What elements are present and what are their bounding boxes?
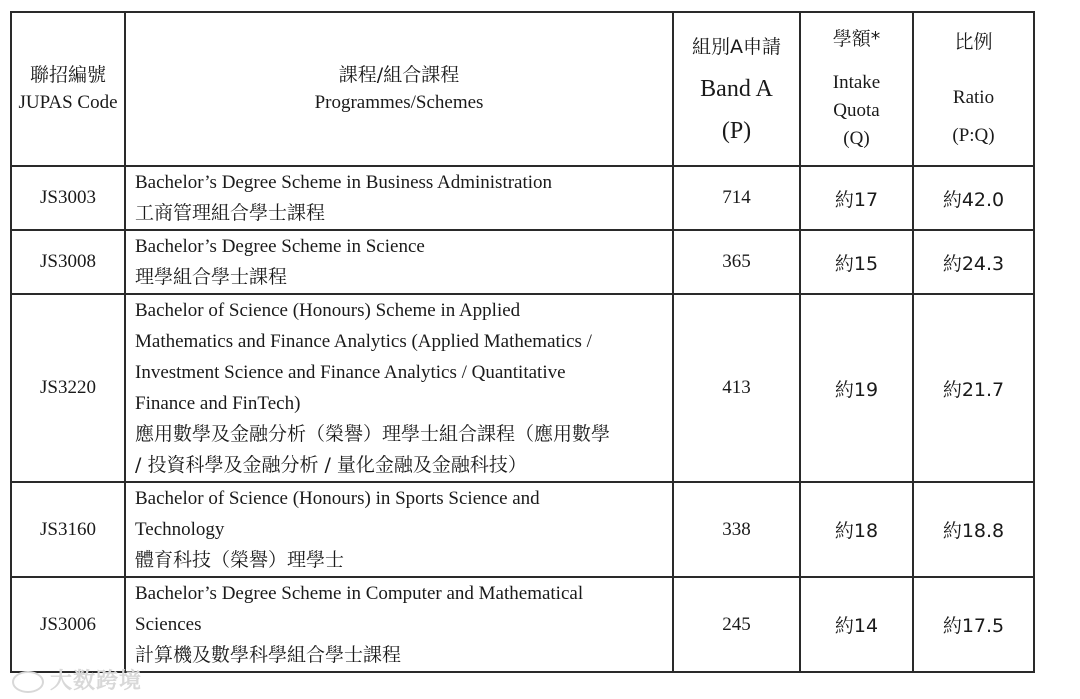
ratio-cell: 約42.0	[913, 166, 1034, 230]
band-a-cell: 365	[673, 230, 800, 294]
programme-name-en: Investment Science and Finance Analytics / Quantitative	[135, 362, 566, 383]
ratio-cell: 約24.3	[913, 230, 1034, 294]
jupas-code-cell: JS3006	[11, 577, 125, 672]
header-ratio	[913, 12, 1034, 166]
header-ratio-en: Ratio	[952, 87, 995, 108]
quota-cell: 約15	[800, 230, 913, 294]
header-band-a	[673, 12, 800, 166]
header-ratio-sym: (P:Q)	[952, 125, 995, 146]
header-quota-en2: Quota	[833, 100, 880, 121]
programme-name-zh: 計算機及數學科學組合學士課程	[135, 644, 402, 666]
header-band-zh: 組別A申請	[692, 36, 781, 58]
programme-name-en: Bachelor of Science (Honours) Scheme in Applied	[135, 300, 521, 321]
header-jupas-code	[11, 12, 125, 166]
header-ratio-zh: 比例	[954, 31, 993, 53]
programme-name-zh: 理學組合學士課程	[135, 266, 288, 288]
band-a-cell: 714	[673, 166, 800, 230]
header-prog-en: Programmes/Schemes	[314, 92, 484, 113]
table-row	[11, 294, 1034, 482]
programme-name-zh: / 投資科學及金融分析 / 量化金融及金融科技）	[135, 454, 527, 476]
header-quota-zh: 學額*	[832, 28, 881, 50]
jupas-code-cell: JS3008	[11, 230, 125, 294]
band-a-cell: 413	[673, 294, 800, 482]
programme-cell	[125, 230, 673, 294]
programme-cell	[125, 294, 673, 482]
header-quota-sym: (Q)	[843, 128, 870, 149]
quota-cell: 約14	[800, 577, 913, 672]
table-row	[11, 166, 1034, 230]
header-row	[11, 12, 1034, 166]
admissions-table	[10, 11, 1035, 673]
band-a-cell: 338	[673, 482, 800, 577]
header-quota-en1: Intake	[832, 72, 881, 93]
header-band-en: Band A	[700, 76, 773, 102]
programme-cell	[125, 577, 673, 672]
programme-name-en: Technology	[135, 519, 225, 540]
header-code-en: JUPAS Code	[18, 92, 118, 113]
programme-name-zh: 應用數學及金融分析（榮譽）理學士組合課程（應用數學	[135, 423, 611, 445]
header-programmes	[125, 12, 673, 166]
ratio-cell: 約17.5	[913, 577, 1034, 672]
programme-name-en: Sciences	[135, 614, 202, 635]
watermark	[12, 664, 142, 695]
table-row	[11, 482, 1034, 577]
programme-name-en: Mathematics and Finance Analytics (Applied Mathematics /	[135, 331, 592, 352]
programme-name-zh: 體育科技（榮譽）理學士	[135, 549, 345, 571]
watermark-logo-icon	[12, 671, 44, 693]
watermark-text: 大数跨境	[50, 669, 143, 694]
header-code-zh: 聯招編號	[29, 64, 106, 86]
band-a-cell: 245	[673, 577, 800, 672]
header-intake-quota	[800, 12, 913, 166]
programme-cell	[125, 166, 673, 230]
quota-cell: 約17	[800, 166, 913, 230]
jupas-code-cell: JS3003	[11, 166, 125, 230]
programme-cell	[125, 482, 673, 577]
jupas-code-cell: JS3220	[11, 294, 125, 482]
table-row	[11, 577, 1034, 672]
programme-name-zh: 工商管理組合學士課程	[135, 202, 326, 224]
header-band-sym: (P)	[721, 118, 752, 144]
jupas-code-cell: JS3160	[11, 482, 125, 577]
quota-cell: 約18	[800, 482, 913, 577]
programme-name-en: Bachelor of Science (Honours) in Sports Science and	[135, 488, 540, 509]
programme-name-en: Bachelor’s Degree Scheme in Business Administration	[135, 172, 553, 193]
programme-name-en: Bachelor’s Degree Scheme in Science	[135, 236, 425, 257]
quota-cell: 約19	[800, 294, 913, 482]
programme-name-en: Finance and FinTech)	[135, 393, 301, 414]
programme-name-en: Bachelor’s Degree Scheme in Computer and Mathematical	[135, 583, 584, 604]
ratio-cell: 約21.7	[913, 294, 1034, 482]
table-row	[11, 230, 1034, 294]
ratio-cell: 約18.8	[913, 482, 1034, 577]
header-prog-zh: 課程/組合課程	[338, 64, 460, 86]
